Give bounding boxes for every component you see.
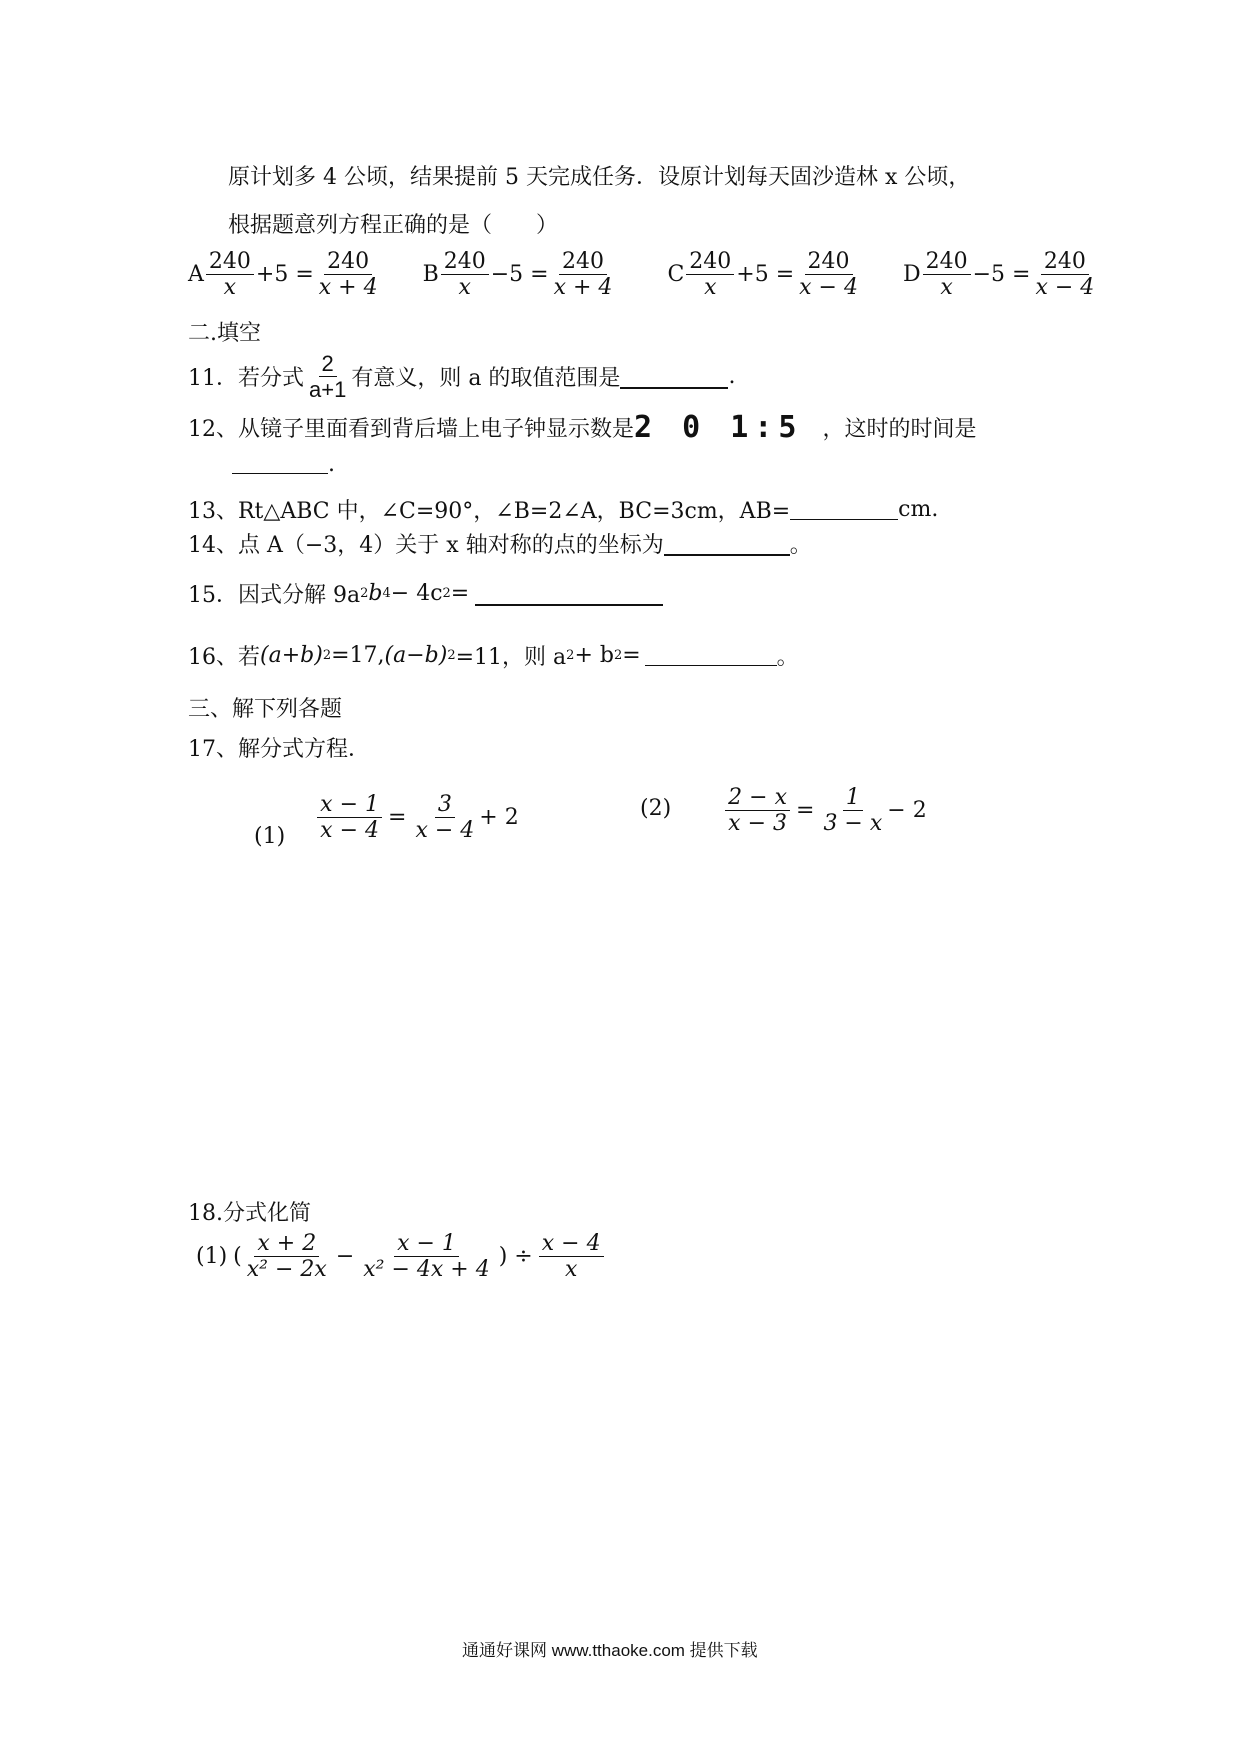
fraction: $\frac{x - 1}{\text{x² − 4x + 4}}$ — [363, 1231, 490, 1283]
q10-line1: 原计划多 4 公顷，结果提前 5 天完成任务．设原计划每天固沙造林 x 公顷， — [228, 165, 971, 190]
question-17-title: 17、解分式方程． — [188, 737, 370, 762]
answer-blank[interactable] — [664, 532, 790, 556]
question-11: 11．若分式 $\frac{2}{a+1}$ 有意义，则 a 的取值范围是 . — [188, 351, 736, 403]
question-17-part-1: (1) $\frac{x - 1}{x - 4}$ = $\frac{3}{x - 4}$ + 2 — [254, 791, 519, 849]
answer-blank[interactable] — [645, 645, 777, 666]
answer-blank[interactable] — [790, 499, 898, 520]
question-12-answer: . — [232, 452, 335, 477]
option-letter: A — [188, 262, 204, 288]
fraction: $\frac{240}{x}$ — [206, 250, 254, 299]
question-12: 12、从镜子里面看到背后墙上电子钟显示数是 2 0 1:5 ，这时的时间是 — [188, 410, 977, 445]
fraction: $\frac{240}{x - 4}$ — [799, 249, 858, 301]
fraction: $\frac{240}{x}$ — [686, 250, 734, 299]
option-d: D $\frac{240}{x}$ −5 = $\frac{240}{x - 4}$ — [903, 250, 1099, 299]
question-17-part-2: (2) $\frac{2 - x}{x - 3}$ = $\frac{1}{3 - x}$ − 2 — [640, 785, 927, 837]
fraction: $\frac{240}{x + 4}$ — [318, 249, 378, 301]
fraction: $\frac{x - 4}{x}$ — [539, 1232, 604, 1281]
fraction: $\frac{2 - x}{x - 3}$ — [725, 786, 790, 835]
option-a: A $\frac{240}{x}$ +5 = $\frac{240}{x + 4}$ — [188, 250, 383, 299]
answer-blank[interactable] — [620, 365, 728, 389]
question-14: 14、点 A（−3，4）关于 x 轴对称的点的坐标为 。 — [188, 533, 812, 558]
answer-blank[interactable] — [232, 455, 328, 474]
fraction: $\frac{240}{x + 4}$ — [553, 249, 613, 301]
question-13: 13、Rt△ABC 中，∠C=90°，∠B=2∠A，BC=3cm，AB= cm. — [188, 497, 939, 524]
section-heading-solve: 三、解下列各题 — [188, 697, 343, 722]
digital-clock-display: 2 0 1:5 — [634, 410, 803, 445]
option-letter: D — [902, 262, 921, 288]
fraction: $\frac{x - 1}{x - 4}$ — [317, 793, 382, 842]
answer-blank[interactable] — [475, 582, 663, 606]
option-letter: C — [667, 262, 685, 288]
q10-options — [188, 250, 1099, 299]
section-heading-fill-in: 二.填空 — [188, 321, 261, 346]
fraction: $\frac{3}{x - 4}$ — [415, 791, 475, 843]
option-b: B $\frac{240}{x}$ −5 = $\frac{240}{x + 4}$ — [423, 250, 618, 299]
question-18-part-1: (1) ( $\frac{x + 2}{\text{x² − 2x}}$ − $\frac{x - 1}{\text{x² − 4x + 4}}$ ) ÷ $\frac{x - 4}{x}$ — [196, 1232, 606, 1281]
question-15: 15．因式分解 9a 2 b 4 − 4c 2 = — [188, 578, 663, 609]
fraction: $\frac{1}{3 - x}$ — [823, 785, 883, 837]
fraction: $\frac{2}{a+1}$ — [309, 351, 347, 403]
option-c: C $\frac{240}{x}$ +5 = $\frac{240}{x - 4}$ — [667, 250, 863, 299]
q10-line2: 根据题意列方程正确的是（ ） — [228, 213, 559, 238]
option-letter: B — [422, 262, 439, 288]
question-18-title: 18.分式化简 — [188, 1201, 311, 1226]
fraction: $\frac{240}{x}$ — [441, 250, 489, 299]
fraction: $\frac{x + 2}{\text{x² − 2x}}$ — [246, 1231, 327, 1283]
page-footer: 通通好课网 www.tthaoke.com 提供下载 — [462, 1641, 758, 1660]
fraction: $\frac{240}{x - 4}$ — [1035, 249, 1095, 301]
fraction: $\frac{240}{x}$ — [923, 250, 971, 299]
question-16: 16、若 (a+b) 2 =17, (a−b) 2 =11，则 a 2 + b 2 = 。 — [188, 643, 799, 670]
